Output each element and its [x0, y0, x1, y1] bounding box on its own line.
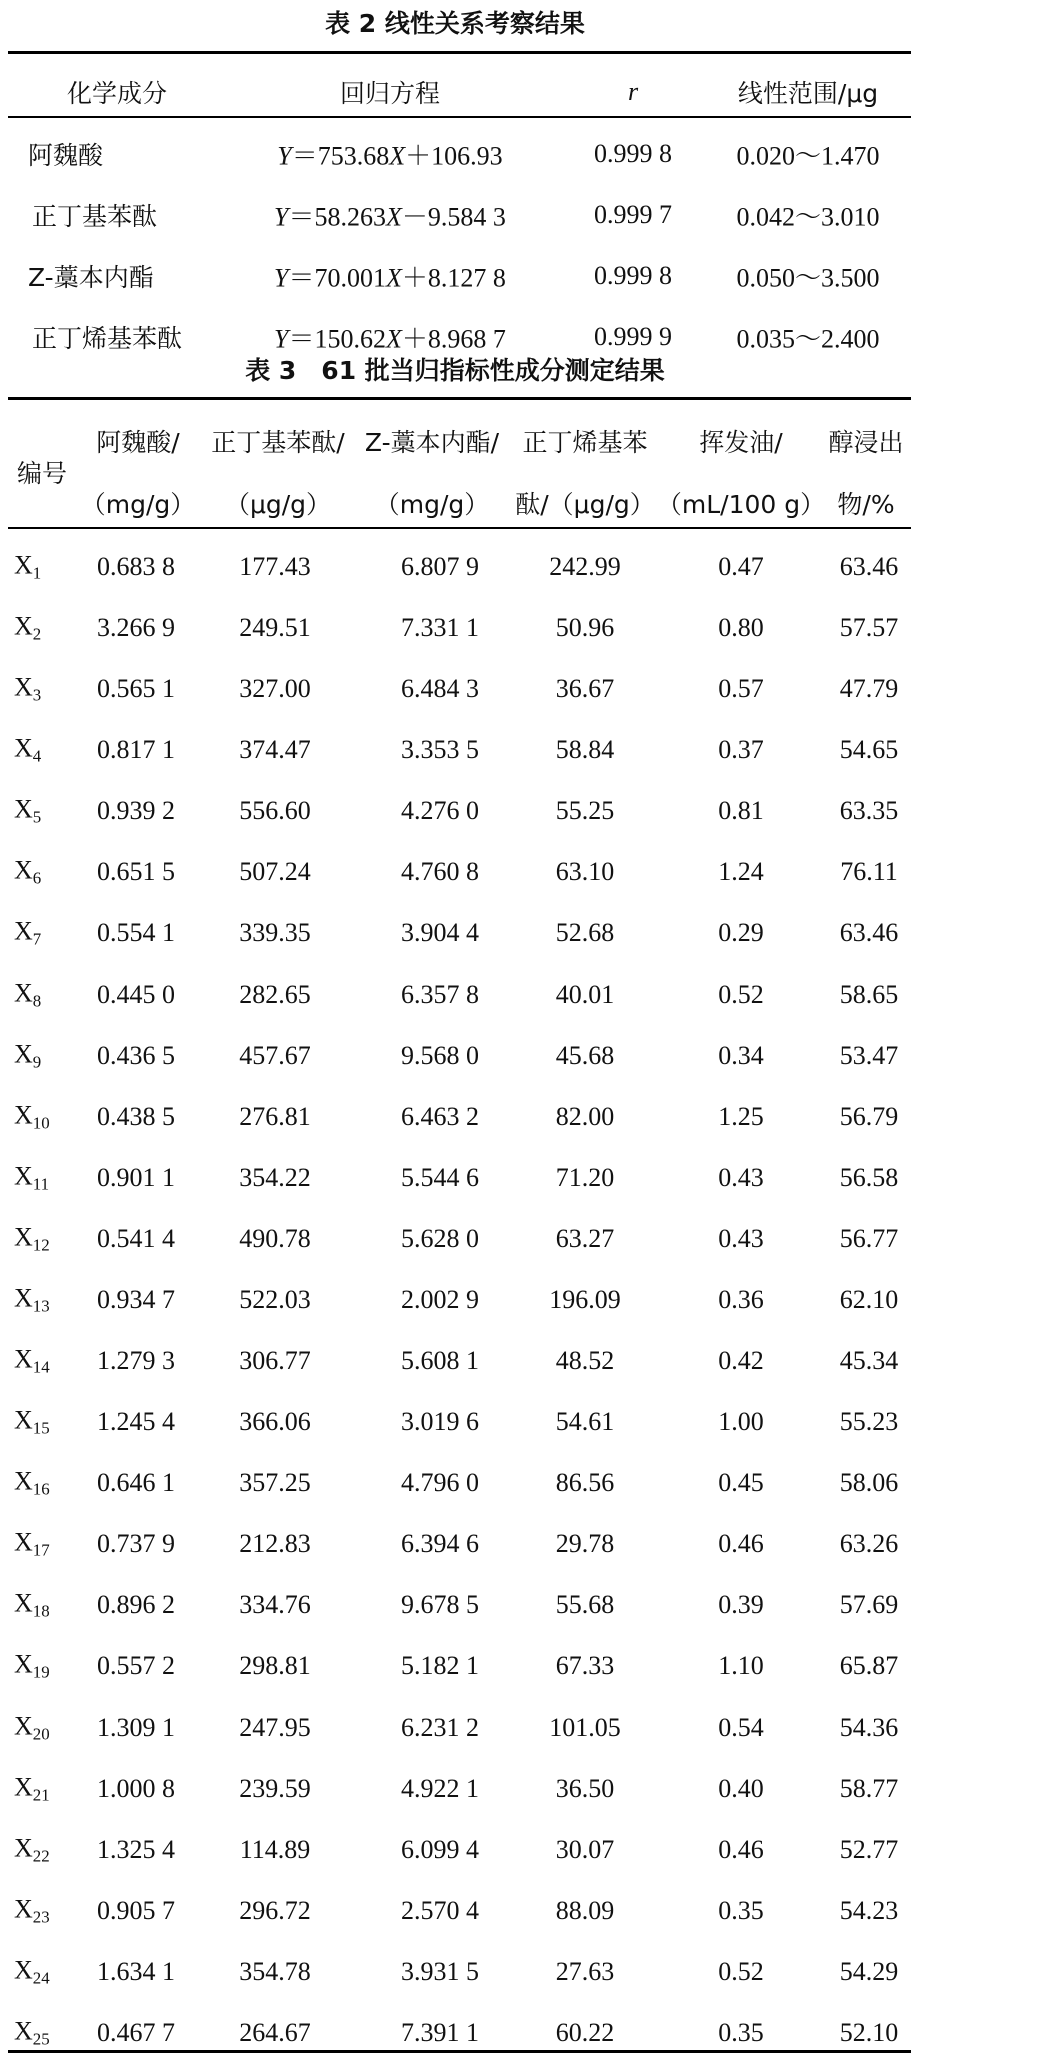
- table3-header-ligustilide-line1: Z-藁本内酯/: [364, 428, 500, 457]
- equation-coefficient: ＝753.68: [291, 141, 390, 171]
- volatile-oil-value: 0.42: [718, 1346, 764, 1375]
- butenylphthalide-value: 45.68: [555, 1041, 615, 1070]
- sample-id-letter: X: [14, 672, 33, 702]
- butenylphthalide-value: 52.68: [555, 918, 615, 947]
- ethanol-extract-value: 54.36: [839, 1713, 899, 1742]
- ethanol-extract-value: 56.77: [839, 1224, 899, 1253]
- sample-id: [14, 916, 41, 949]
- table3-header-id: 编号: [16, 459, 68, 488]
- sample-id-letter: X: [14, 550, 33, 580]
- sample-id-number: 16: [32, 1479, 50, 1499]
- sample-id: [14, 1772, 50, 1805]
- volatile-oil-value: 1.10: [718, 1651, 764, 1680]
- table3-header-ligustilide-line2: （mg/g）: [374, 490, 490, 519]
- sample-id-number: 25: [32, 2029, 50, 2049]
- volatile-oil-value: 0.54: [718, 1713, 764, 1742]
- ligustilide-value: 7.391 1: [401, 2018, 479, 2047]
- butylphthalide-value: 247.95: [239, 1713, 311, 1742]
- volatile-oil-value: 0.52: [718, 980, 764, 1009]
- table2-header-equation: 回归方程: [339, 79, 441, 108]
- ligustilide-value: 6.394 6: [401, 1529, 479, 1558]
- butylphthalide-value: 556.60: [239, 796, 311, 825]
- sample-id: [14, 794, 41, 827]
- ethanol-extract-value: 53.47: [839, 1041, 899, 1070]
- sample-id-number: 5: [32, 807, 42, 827]
- ligustilide-value: 2.002 9: [401, 1285, 479, 1314]
- linear-range: 0.050～3.500: [736, 263, 880, 293]
- ligustilide-value: 6.231 2: [401, 1713, 479, 1742]
- sample-id: [14, 1039, 41, 1072]
- sample-id: [14, 1894, 50, 1927]
- ligustilide-value: 3.019 6: [401, 1407, 479, 1436]
- sample-id-number: 2: [32, 624, 42, 644]
- sample-id-letter: X: [14, 611, 33, 641]
- ethanol-extract-value: 58.06: [839, 1468, 899, 1497]
- ethanol-extract-value: 57.69: [839, 1590, 899, 1619]
- butenylphthalide-value: 82.00: [555, 1102, 615, 1131]
- ferulic-acid-value: 1.245 4: [97, 1407, 175, 1436]
- butylphthalide-value: 374.47: [239, 735, 311, 764]
- ethanol-extract-value: 63.35: [839, 796, 899, 825]
- sample-id-letter: X: [14, 1283, 33, 1313]
- sample-id-number: 13: [32, 1296, 50, 1316]
- equation-coefficient: ＝58.263: [288, 202, 387, 232]
- butylphthalide-value: 249.51: [239, 613, 311, 642]
- sample-id-number: 4: [32, 746, 42, 766]
- sample-id-letter: X: [14, 978, 33, 1008]
- ethanol-extract-value: 52.10: [839, 2018, 899, 2047]
- ferulic-acid-value: 1.634 1: [97, 1957, 175, 1986]
- sample-id: [14, 672, 41, 705]
- ethanol-extract-value: 54.23: [839, 1896, 899, 1925]
- ferulic-acid-value: 0.541 4: [97, 1224, 175, 1253]
- ligustilide-value: 3.931 5: [401, 1957, 479, 1986]
- sample-id: [14, 855, 41, 888]
- ethanol-extract-value: 55.23: [839, 1407, 899, 1436]
- volatile-oil-value: 1.24: [718, 857, 764, 886]
- regression-equation: [274, 319, 506, 356]
- butenylphthalide-value: 40.01: [555, 980, 615, 1009]
- butylphthalide-value: 507.24: [239, 857, 311, 886]
- butylphthalide-value: 282.65: [239, 980, 311, 1009]
- table2-header-rule: [8, 116, 911, 118]
- butenylphthalide-value: 29.78: [555, 1529, 615, 1558]
- ferulic-acid-value: 0.896 2: [97, 1590, 175, 1619]
- sample-id-letter: X: [14, 733, 33, 763]
- butylphthalide-value: 490.78: [239, 1224, 311, 1253]
- correlation-r: 0.999 8: [594, 261, 672, 290]
- butylphthalide-value: 339.35: [239, 918, 311, 947]
- sample-id-letter: X: [14, 794, 33, 824]
- butylphthalide-value: 306.77: [239, 1346, 311, 1375]
- sample-id-number: 19: [32, 1662, 50, 1682]
- butylphthalide-value: 327.00: [239, 674, 311, 703]
- butenylphthalide-value: 67.33: [555, 1651, 615, 1680]
- sample-id-letter: X: [14, 1955, 33, 1985]
- sample-id-letter: X: [14, 855, 33, 885]
- ferulic-acid-value: 0.817 1: [97, 735, 175, 764]
- sample-id: [14, 978, 41, 1011]
- equation-variable: Y: [274, 263, 289, 293]
- volatile-oil-value: 1.25: [718, 1102, 764, 1131]
- sample-id: [14, 1527, 50, 1560]
- sample-id-number: 23: [32, 1907, 50, 1927]
- equation-variable: Y: [277, 141, 292, 171]
- ethanol-extract-value: 62.10: [839, 1285, 899, 1314]
- table3-bottom-rule: [8, 2050, 911, 2053]
- sample-id-number: 8: [32, 991, 42, 1011]
- volatile-oil-value: 0.40: [718, 1774, 764, 1803]
- table2-header-r: r: [627, 77, 639, 106]
- volatile-oil-value: 0.46: [718, 1529, 764, 1558]
- ferulic-acid-value: 0.565 1: [97, 674, 175, 703]
- butenylphthalide-value: 50.96: [555, 613, 615, 642]
- ethanol-extract-value: 52.77: [839, 1835, 899, 1864]
- volatile-oil-value: 0.29: [718, 918, 764, 947]
- volatile-oil-value: 0.43: [718, 1224, 764, 1253]
- equation-variable: X: [386, 263, 402, 293]
- equation-variable: X: [386, 324, 402, 354]
- volatile-oil-value: 0.37: [718, 735, 764, 764]
- volatile-oil-value: 0.35: [718, 1896, 764, 1925]
- ferulic-acid-value: 0.939 2: [97, 796, 175, 825]
- butenylphthalide-value: 86.56: [555, 1468, 615, 1497]
- volatile-oil-value: 0.34: [718, 1041, 764, 1070]
- volatile-oil-value: 0.39: [718, 1590, 764, 1619]
- table3-header-extract-line2: 物/%: [837, 490, 895, 519]
- ligustilide-value: 5.608 1: [401, 1346, 479, 1375]
- sample-id-number: 10: [32, 1113, 50, 1133]
- ethanol-extract-value: 76.11: [840, 857, 898, 886]
- table3-header-butenyl-line1: 正丁烯基苯: [522, 428, 648, 457]
- component-name: 正丁烯基苯酞: [32, 324, 183, 353]
- butenylphthalide-value: 196.09: [549, 1285, 621, 1314]
- ligustilide-value: 4.760 8: [401, 857, 479, 886]
- ferulic-acid-value: 0.436 5: [97, 1041, 175, 1070]
- ferulic-acid-value: 0.934 7: [97, 1285, 175, 1314]
- butenylphthalide-value: 58.84: [555, 735, 615, 764]
- volatile-oil-value: 0.35: [718, 2018, 764, 2047]
- sample-id: [14, 1100, 50, 1133]
- sample-id-letter: X: [14, 1405, 33, 1435]
- sample-id: [14, 1711, 50, 1744]
- equation-coefficient: －9.584 3: [401, 202, 506, 232]
- sample-id-letter: X: [14, 2016, 33, 2046]
- sample-id: [14, 2016, 50, 2049]
- butylphthalide-value: 298.81: [239, 1651, 311, 1680]
- ligustilide-value: 2.570 4: [401, 1896, 479, 1925]
- ethanol-extract-value: 57.57: [839, 613, 899, 642]
- sample-id-letter: X: [14, 1466, 33, 1496]
- sample-id-number: 3: [32, 685, 42, 705]
- butylphthalide-value: 114.89: [239, 1835, 311, 1864]
- butenylphthalide-value: 242.99: [549, 552, 621, 581]
- sample-id-letter: X: [14, 1588, 33, 1618]
- butenylphthalide-value: 55.68: [555, 1590, 615, 1619]
- butylphthalide-value: 354.22: [239, 1163, 311, 1192]
- sample-id: [14, 1588, 50, 1621]
- sample-id-letter: X: [14, 1039, 33, 1069]
- volatile-oil-value: 0.47: [718, 552, 764, 581]
- table3-header-extract-line1: 醇浸出: [828, 428, 904, 457]
- sample-id: [14, 733, 41, 766]
- butylphthalide-value: 334.76: [239, 1590, 311, 1619]
- component-name: 阿魏酸: [28, 141, 104, 170]
- sample-id: [14, 1466, 50, 1499]
- sample-id-letter: X: [14, 1222, 33, 1252]
- sample-id: [14, 550, 41, 583]
- sample-id-number: 15: [32, 1418, 50, 1438]
- ethanol-extract-value: 63.46: [839, 918, 899, 947]
- volatile-oil-value: 0.57: [718, 674, 764, 703]
- butylphthalide-value: 354.78: [239, 1957, 311, 1986]
- sample-id: [14, 1649, 50, 1682]
- ligustilide-value: 6.484 3: [401, 674, 479, 703]
- linear-range: 0.042～3.010: [736, 202, 880, 232]
- ferulic-acid-value: 1.325 4: [97, 1835, 175, 1864]
- ethanol-extract-value: 58.65: [839, 980, 899, 1009]
- sample-id-number: 17: [32, 1540, 50, 1560]
- sample-id-number: 11: [32, 1174, 50, 1194]
- ligustilide-value: 6.357 8: [401, 980, 479, 1009]
- sample-id-letter: X: [14, 916, 33, 946]
- sample-id-number: 14: [32, 1357, 50, 1377]
- butenylphthalide-value: 88.09: [555, 1896, 615, 1925]
- sample-id-number: 22: [32, 1846, 50, 1866]
- butenylphthalide-value: 48.52: [555, 1346, 615, 1375]
- butenylphthalide-value: 30.07: [555, 1835, 615, 1864]
- table2-caption: 表 2 线性关系考察结果: [325, 9, 585, 38]
- ethanol-extract-value: 58.77: [839, 1774, 899, 1803]
- sample-id: [14, 611, 41, 644]
- sample-id-letter: X: [14, 1772, 33, 1802]
- ferulic-acid-value: 0.554 1: [97, 918, 175, 947]
- correlation-r: 0.999 7: [594, 200, 672, 229]
- sample-id-letter: X: [14, 1527, 33, 1557]
- volatile-oil-value: 0.80: [718, 613, 764, 642]
- ferulic-acid-value: 0.651 5: [97, 857, 175, 886]
- ferulic-acid-value: 3.266 9: [97, 613, 175, 642]
- table3-header-rule: [8, 527, 911, 529]
- equation-coefficient: ＋8.968 7: [401, 324, 506, 354]
- butenylphthalide-value: 60.22: [555, 2018, 615, 2047]
- sample-id-number: 6: [32, 868, 42, 888]
- butylphthalide-value: 296.72: [239, 1896, 311, 1925]
- ethanol-extract-value: 54.29: [839, 1957, 899, 1986]
- table2-header-component: 化学成分: [66, 79, 168, 108]
- butylphthalide-value: 212.83: [239, 1529, 311, 1558]
- regression-equation: [274, 258, 506, 295]
- sample-id-letter: X: [14, 1833, 33, 1863]
- butenylphthalide-value: 27.63: [555, 1957, 615, 1986]
- sample-id-number: 20: [32, 1724, 50, 1744]
- ethanol-extract-value: 65.87: [839, 1651, 899, 1680]
- butylphthalide-value: 522.03: [239, 1285, 311, 1314]
- volatile-oil-value: 0.45: [718, 1468, 764, 1497]
- ferulic-acid-value: 1.309 1: [97, 1713, 175, 1742]
- ligustilide-value: 6.099 4: [401, 1835, 479, 1864]
- butylphthalide-value: 366.06: [239, 1407, 311, 1436]
- ethanol-extract-value: 63.46: [839, 552, 899, 581]
- table3-header-ferulic-line1: 阿魏酸/: [96, 428, 180, 457]
- ligustilide-value: 5.544 6: [401, 1163, 479, 1192]
- sample-id: [14, 1344, 50, 1377]
- sample-id-number: 21: [32, 1785, 50, 1805]
- ferulic-acid-value: 0.646 1: [97, 1468, 175, 1497]
- ferulic-acid-value: 0.905 7: [97, 1896, 175, 1925]
- butylphthalide-value: 276.81: [239, 1102, 311, 1131]
- table3-top-rule: [8, 397, 911, 400]
- sample-id-letter: X: [14, 1894, 33, 1924]
- ferulic-acid-value: 0.557 2: [97, 1651, 175, 1680]
- sample-id: [14, 1161, 49, 1194]
- regression-equation: [277, 136, 502, 173]
- sample-id-letter: X: [14, 1100, 33, 1130]
- table3-header-oil-line1: 挥发油/: [699, 428, 783, 457]
- equation-coefficient: ＋106.93: [405, 141, 503, 171]
- table3-header-ferulic-line2: （mg/g）: [80, 490, 196, 519]
- butylphthalide-value: 177.43: [239, 552, 311, 581]
- sample-id: [14, 1222, 50, 1255]
- sample-id-letter: X: [14, 1711, 33, 1741]
- table2-header-range: 线性范围/μg: [737, 79, 879, 108]
- regression-equation: [274, 197, 506, 234]
- ligustilide-value: 3.353 5: [401, 735, 479, 764]
- table3-header-butenyl-line2: 酞/（μg/g）: [515, 490, 655, 519]
- sample-id: [14, 1283, 50, 1316]
- volatile-oil-value: 1.00: [718, 1407, 764, 1436]
- ligustilide-value: 7.331 1: [401, 613, 479, 642]
- component-name: Z-藁本内酯: [28, 263, 154, 292]
- ethanol-extract-value: 47.79: [839, 674, 899, 703]
- equation-coefficient: ＝70.001: [288, 263, 387, 293]
- volatile-oil-value: 0.36: [718, 1285, 764, 1314]
- ethanol-extract-value: 63.26: [839, 1529, 899, 1558]
- ligustilide-value: 4.796 0: [401, 1468, 479, 1497]
- ligustilide-value: 9.568 0: [401, 1041, 479, 1070]
- butenylphthalide-value: 55.25: [555, 796, 615, 825]
- sample-id-number: 9: [32, 1052, 42, 1072]
- ferulic-acid-value: 0.901 1: [97, 1163, 175, 1192]
- table3-header-butyl-line1: 正丁基苯酞/: [211, 428, 345, 457]
- equation-variable: Y: [274, 324, 289, 354]
- sample-id-number: 7: [32, 929, 42, 949]
- sample-id-letter: X: [14, 1649, 33, 1679]
- butenylphthalide-value: 63.10: [555, 857, 615, 886]
- butylphthalide-value: 264.67: [239, 2018, 311, 2047]
- table3-header-butyl-line2: （μg/g）: [224, 490, 332, 519]
- ligustilide-value: 9.678 5: [401, 1590, 479, 1619]
- sample-id-number: 18: [32, 1601, 50, 1621]
- linear-range: 0.020～1.470: [736, 141, 880, 171]
- volatile-oil-value: 0.81: [718, 796, 764, 825]
- table3-caption: 表 3 61 批当归指标性成分测定结果: [245, 356, 665, 385]
- butylphthalide-value: 239.59: [239, 1774, 311, 1803]
- butylphthalide-value: 357.25: [239, 1468, 311, 1497]
- correlation-r: 0.999 9: [594, 322, 672, 351]
- ferulic-acid-value: 0.438 5: [97, 1102, 175, 1131]
- ferulic-acid-value: 0.683 8: [97, 552, 175, 581]
- equation-coefficient: ＝150.62: [288, 324, 387, 354]
- ethanol-extract-value: 56.79: [839, 1102, 899, 1131]
- correlation-r: 0.999 8: [594, 139, 672, 168]
- ethanol-extract-value: 56.58: [839, 1163, 899, 1192]
- ligustilide-value: 4.276 0: [401, 796, 479, 825]
- butenylphthalide-value: 36.50: [555, 1774, 615, 1803]
- volatile-oil-value: 0.52: [718, 1957, 764, 1986]
- volatile-oil-value: 0.46: [718, 1835, 764, 1864]
- ferulic-acid-value: 1.000 8: [97, 1774, 175, 1803]
- butylphthalide-value: 457.67: [239, 1041, 311, 1070]
- table2-top-rule: [8, 51, 911, 54]
- equation-variable: X: [386, 202, 402, 232]
- butenylphthalide-value: 101.05: [549, 1713, 621, 1742]
- linear-range: 0.035～2.400: [736, 324, 880, 354]
- ligustilide-value: 3.904 4: [401, 918, 479, 947]
- ethanol-extract-value: 45.34: [839, 1346, 899, 1375]
- ligustilide-value: 6.463 2: [401, 1102, 479, 1131]
- ligustilide-value: 6.807 9: [401, 552, 479, 581]
- sample-id: [14, 1955, 50, 1988]
- sample-id-letter: X: [14, 1161, 33, 1191]
- ligustilide-value: 4.922 1: [401, 1774, 479, 1803]
- ligustilide-value: 5.628 0: [401, 1224, 479, 1253]
- sample-id-number: 1: [32, 563, 42, 583]
- ligustilide-value: 5.182 1: [401, 1651, 479, 1680]
- equation-coefficient: ＋8.127 8: [401, 263, 506, 293]
- sample-id: [14, 1405, 50, 1438]
- butenylphthalide-value: 63.27: [555, 1224, 615, 1253]
- ferulic-acid-value: 0.467 7: [97, 2018, 175, 2047]
- ethanol-extract-value: 54.65: [839, 735, 899, 764]
- sample-id: [14, 1833, 50, 1866]
- equation-variable: Y: [274, 202, 289, 232]
- butenylphthalide-value: 54.61: [555, 1407, 615, 1436]
- sample-id-number: 12: [32, 1235, 50, 1255]
- butenylphthalide-value: 71.20: [555, 1163, 615, 1192]
- butenylphthalide-value: 36.67: [555, 674, 615, 703]
- ferulic-acid-value: 1.279 3: [97, 1346, 175, 1375]
- sample-id-letter: X: [14, 1344, 33, 1374]
- sample-id-number: 24: [32, 1968, 50, 1988]
- table3-header-oil-line2: （mL/100 g）: [656, 490, 826, 519]
- ferulic-acid-value: 0.737 9: [97, 1529, 175, 1558]
- component-name: 正丁基苯酞: [32, 202, 158, 231]
- volatile-oil-value: 0.43: [718, 1163, 764, 1192]
- equation-variable: X: [389, 141, 406, 171]
- ferulic-acid-value: 0.445 0: [97, 980, 175, 1009]
